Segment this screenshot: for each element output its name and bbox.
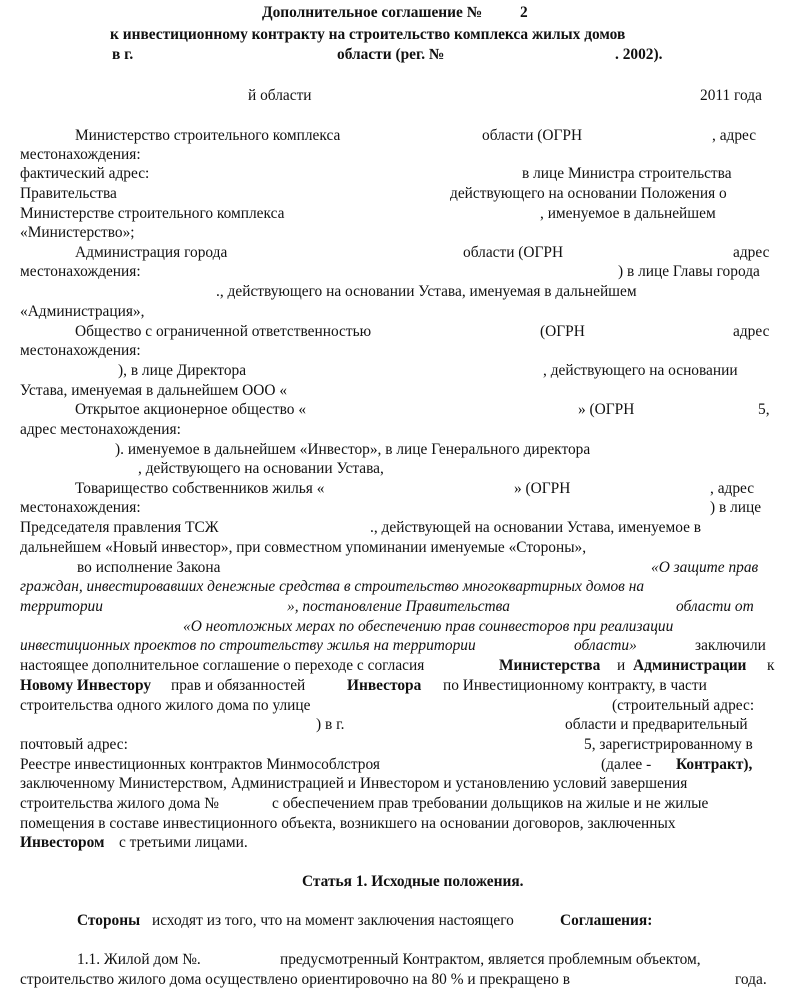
text-line: Председателя правления ТСЖ bbox=[20, 519, 219, 536]
text-line: ) в лице Главы города bbox=[618, 263, 760, 280]
law-title-cont: граждан, инвестировавших денежные средства в строительство многоквартирных домов на bbox=[20, 578, 645, 595]
text-line: и bbox=[617, 657, 626, 674]
text-line: ) в лице bbox=[710, 499, 762, 516]
text-line: по Инвестиционному контракту, в части bbox=[443, 677, 707, 694]
header-region: области (рег. № bbox=[337, 46, 445, 63]
text-line: прав и обязанностей bbox=[171, 677, 306, 694]
text-line: Министерстве строительного комплекса bbox=[20, 205, 285, 222]
text-line: настоящее дополнительное соглашение о переходе с согласия bbox=[20, 657, 425, 674]
date-text: 2011 года bbox=[700, 87, 762, 104]
text-line: 5, зарегистрированному в bbox=[584, 736, 753, 753]
resolution-title-cont: области» bbox=[574, 637, 637, 654]
text-line: строительства одного жилого дома по улице bbox=[20, 697, 311, 714]
text-line: строительство жилого дома осуществлено ориентировочно на 80 % и прекращено в bbox=[20, 971, 570, 988]
header-title: Дополнительное соглашение № bbox=[262, 4, 483, 21]
text-line: местонахождения: bbox=[20, 499, 141, 516]
text-line: (ОГРН bbox=[540, 323, 585, 340]
text-line: «Министерство»; bbox=[20, 224, 135, 241]
text-line: » (ОГРН bbox=[514, 480, 571, 497]
text-line: заключили bbox=[695, 637, 766, 654]
text-line: адрес bbox=[733, 244, 770, 261]
text-line: Реестре инвестиционных контрактов Минмособлстроя bbox=[20, 756, 380, 773]
text-line: адрес местонахождения: bbox=[20, 421, 181, 438]
text-line: , действующего на основании bbox=[543, 362, 738, 379]
text-line: » (ОГРН bbox=[578, 401, 635, 418]
text-line: строительства жилого дома № bbox=[20, 795, 219, 812]
text-line: области и предварительный bbox=[565, 716, 748, 733]
text-line: заключенному Министерством, Администрацией и Инвестором и установлению условий завершения bbox=[20, 775, 688, 792]
text-line: области (ОГРН bbox=[463, 244, 564, 261]
place-text: й области bbox=[248, 87, 312, 104]
text-line: Правительства bbox=[20, 185, 117, 202]
text-line: с третьими лицами. bbox=[119, 834, 248, 851]
text-line: исходят из того, что на момент заключения настоящего bbox=[152, 912, 514, 929]
bold-term: Стороны bbox=[77, 912, 141, 929]
text-line: адрес bbox=[733, 323, 770, 340]
llc-name: Общество с ограниченной ответственностью bbox=[75, 323, 372, 340]
text-line: , именуемое в дальнейшем bbox=[540, 205, 716, 222]
text-line: , адрес bbox=[710, 480, 755, 497]
header-year: . 2002). bbox=[615, 46, 663, 63]
text-line: «Администрация», bbox=[20, 303, 145, 320]
text-line: (строительный адрес: bbox=[612, 697, 755, 714]
header-city: в г. bbox=[112, 46, 134, 63]
resolution-title: «О неотложных мерах по обеспечению прав соинвесторов при реализации bbox=[183, 618, 674, 635]
text-line: года. bbox=[735, 971, 767, 988]
text-line: с обеспечением прав требовании дольщиков на жилые и не жилые bbox=[272, 795, 709, 812]
article-1-title: Статья 1. Исходные положения. bbox=[302, 873, 524, 890]
text-line: (далее - bbox=[601, 756, 652, 773]
bold-term: Соглашения: bbox=[560, 912, 653, 929]
text-line: помещения в составе инвестиционного объекта, возникшего на основании договоров, заключенных bbox=[20, 815, 676, 832]
text-line: 5, bbox=[758, 401, 770, 418]
bold-term: Инвестора bbox=[347, 677, 422, 694]
text-line: Устава, именуемая в дальнейшем ООО « bbox=[20, 382, 288, 399]
text-line: дальнейшем «Новый инвестор», при совместном упоминании именуемые «Стороны», bbox=[20, 539, 587, 556]
law-title: «О защите прав bbox=[651, 559, 759, 576]
text-line: действующего на основании Положения о bbox=[450, 185, 727, 202]
text-line: фактический адрес: bbox=[20, 165, 150, 182]
text-line: ). именуемое в дальнейшем «Инвестор», в лице Генерального директора bbox=[115, 441, 591, 458]
resolution-title-cont: инвестиционных проектов по строительству жилья на территории bbox=[20, 637, 476, 654]
text-line: местонахождения: bbox=[20, 146, 141, 163]
text-line: во исполнение Закона bbox=[77, 559, 221, 576]
ministry-name: Министерство строительного комплекса bbox=[75, 127, 341, 144]
header-subtitle: к инвестиционному контракту на строительство комплекса жилых домов bbox=[110, 26, 626, 43]
text-line: предусмотренный Контрактом, является проблемным объектом, bbox=[280, 951, 701, 968]
text-line: местонахождения: bbox=[20, 263, 141, 280]
text-line: к bbox=[767, 657, 775, 674]
text-line: ), в лице Директора bbox=[118, 362, 247, 379]
text-line: ., действующей на основании Устава, именуемое в bbox=[370, 519, 702, 536]
law-title-cont: области от bbox=[676, 598, 754, 615]
ministry-address-label: , адрес bbox=[712, 127, 757, 144]
ministry-ogrn: области (ОГРН bbox=[482, 127, 583, 144]
text-line: в лице Министра строительства bbox=[522, 165, 732, 182]
clause-1-1: 1.1. Жилой дом №. bbox=[77, 951, 201, 968]
bold-term: Министерства bbox=[499, 657, 601, 674]
bold-term: Администрации bbox=[633, 657, 747, 674]
law-title-cont: территории bbox=[20, 598, 103, 615]
text-line: почтовый адрес: bbox=[20, 736, 128, 753]
text-line: , действующего на основании Устава, bbox=[138, 460, 384, 477]
bold-term: Инвестором bbox=[20, 834, 105, 851]
bold-term: Контракт), bbox=[676, 756, 753, 773]
law-title-cont: », постановление Правительства bbox=[287, 598, 510, 615]
text-line: ., действующего на основании Устава, именуемая в дальнейшем bbox=[216, 283, 637, 300]
hoa-name: Товарищество собственников жилья « bbox=[75, 480, 325, 497]
text-line: ) в г. bbox=[316, 716, 345, 733]
jsc-name: Открытое акционерное общество « bbox=[75, 401, 307, 418]
administration-name: Администрация города bbox=[75, 244, 228, 261]
header-number: 2 bbox=[520, 4, 528, 21]
text-line: местонахождения: bbox=[20, 342, 141, 359]
bold-term: Новому Инвестору bbox=[20, 677, 152, 694]
